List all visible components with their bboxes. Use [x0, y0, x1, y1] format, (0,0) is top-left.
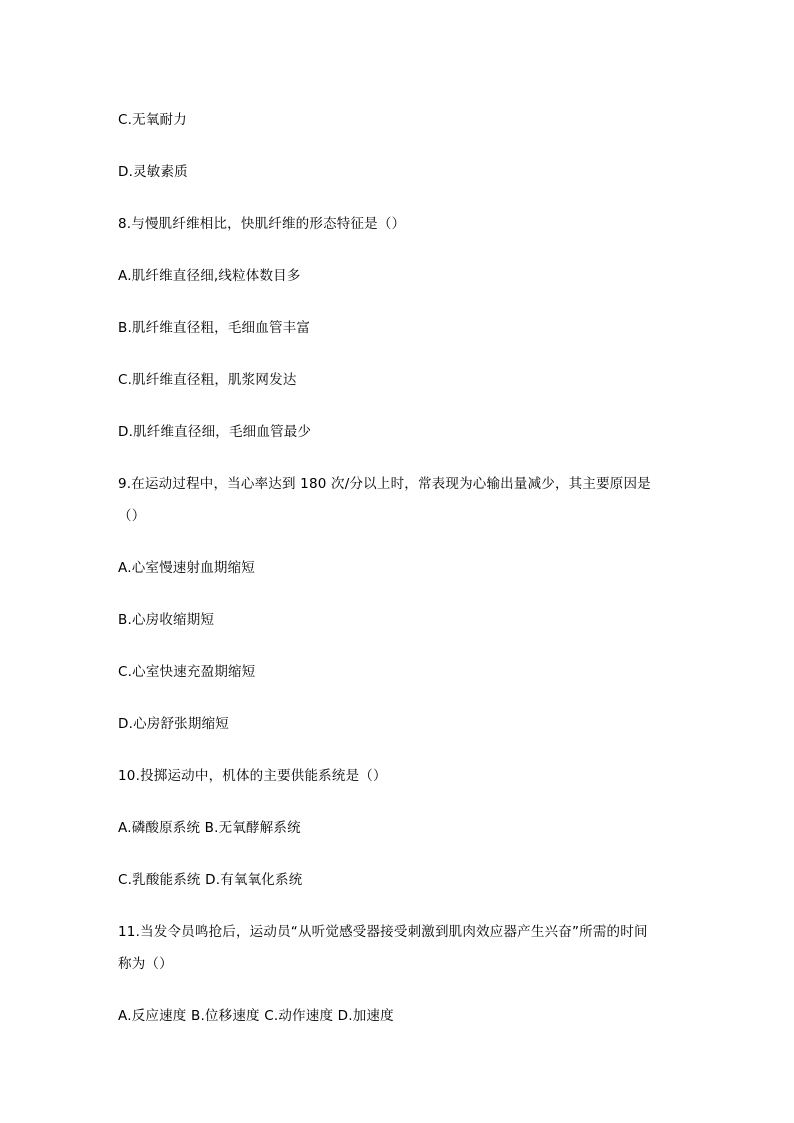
question-11-continued: 称为（）: [118, 956, 173, 972]
option-8b: B.肌纤维直径粗，毛细血管丰富: [118, 320, 311, 336]
option-7d: D.灵敏素质: [118, 164, 188, 180]
option-7c: C.无氧耐力: [118, 112, 187, 128]
option-9b: B.心房收缩期短: [118, 612, 215, 628]
question-9: 9.在运动过程中，当心率达到 180 次/分以上时，常表现为心输出量减少，其主要原因是: [118, 476, 651, 492]
option-9c: C.心室快速充盈期缩短: [118, 664, 256, 680]
option-8a: A.肌纤维直径细,线粒体数目多: [118, 268, 301, 284]
option-9d: D.心房舒张期缩短: [118, 716, 229, 732]
option-9a: A.心室慢速射血期缩短: [118, 560, 255, 576]
question-11: 11.当发令员鸣抢后，运动员“从听觉感受器接受刺激到肌肉效应器产生兴奋”所需的时间: [118, 924, 648, 940]
option-8d: D.肌纤维直径细，毛细血管最少: [118, 424, 312, 440]
options-10cd: C.乳酸能系统 D.有氧氧化系统: [118, 872, 303, 888]
options-10ab: A.磷酸原系统 B.无氧酵解系统: [118, 820, 301, 836]
question-9-continued: （）: [118, 508, 146, 524]
options-11: A.反应速度 B.位移速度 C.动作速度 D.加速度: [118, 1008, 394, 1024]
question-8: 8.与慢肌纤维相比，快肌纤维的形态特征是（）: [118, 216, 406, 232]
question-10: 10.投掷运动中，机体的主要供能系统是（）: [118, 768, 387, 784]
option-8c: C.肌纤维直径粗，肌浆网发达: [118, 372, 297, 388]
